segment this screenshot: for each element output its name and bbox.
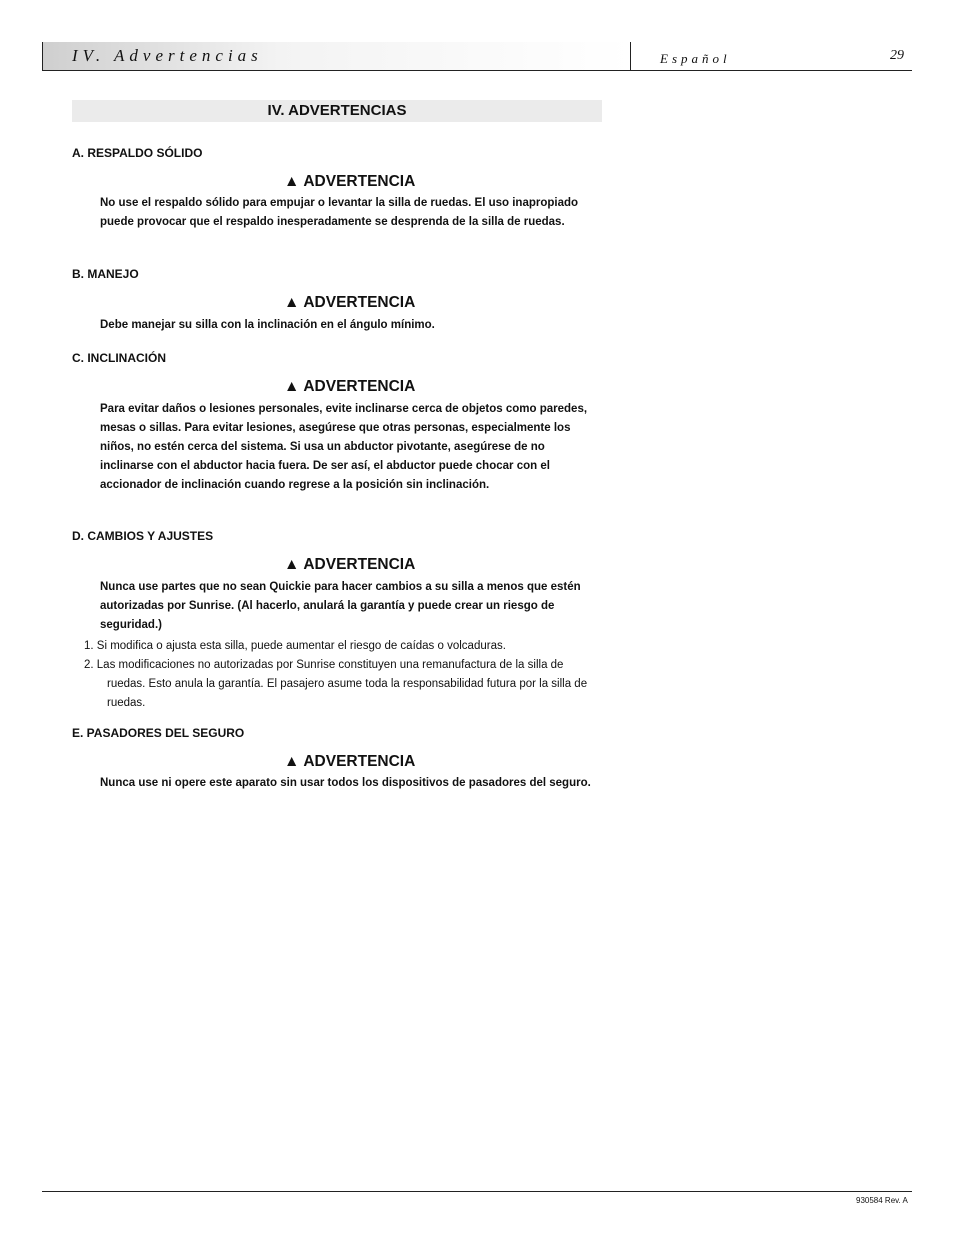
section-heading: D. CAMBIOS Y AJUSTES — [72, 529, 214, 543]
warning-text: Para evitar daños o lesiones personales, evite inclinarse cerca de objetos como paredes, mesas o sillas. Para evitar lesiones, asegúrese que otras personas, especialmente los niños, no estén cerca del sistema. Si usa un abductor pivotante, asegúrese de no inclinarse con el abductor hacia fuera. De ser así, el abductor puede chocar con el accionador de inclinación cuando regrese a la posición sin inclinación. — [100, 403, 588, 491]
page-number: 29 — [890, 48, 904, 63]
header-divider — [630, 42, 631, 70]
warning-triangle-icon: ▲ — [284, 556, 300, 573]
list-item: 2. Las modificaciones no autorizadas por Sunrise constituyen una remanufactura de la silla de ruedas. Esto anula la garantía. El pasajero asume toda la responsabilidad futura por la silla de ruedas. — [84, 659, 588, 709]
warning-triangle-icon: ▲ — [284, 753, 300, 770]
warning-triangle-icon: ▲ — [284, 378, 300, 395]
warning-title: ▲ ADVERTENCIA — [284, 173, 416, 190]
warning-text: No use el respaldo sólido para empujar o levantar la silla de ruedas. El uso inapropiado puede provocar que el respaldo inesperadamente se desprenda de la silla de ruedas. — [100, 197, 579, 228]
warning-title: ▲ ADVERTENCIA — [284, 378, 416, 395]
section-heading: B. MANEJO — [72, 267, 139, 281]
header-rule — [42, 70, 912, 71]
document-revision: 930584 Rev. A — [856, 1196, 908, 1205]
warning-title: ▲ ADVERTENCIA — [284, 753, 416, 770]
language-label: Español — [660, 51, 731, 66]
warning-triangle-icon: ▲ — [284, 173, 300, 190]
warning-title: ▲ ADVERTENCIA — [284, 294, 416, 311]
warning-title: ▲ ADVERTENCIA — [284, 556, 416, 573]
warning-text: Debe manejar su silla con la inclinación en el ángulo mínimo. — [100, 319, 435, 331]
warning-text: Nunca use partes que no sean Quickie para hacer cambios a su silla a menos que estén autorizadas por Sunrise. (Al hacerlo, anulará la garantía y puede crear un riesgo de seguridad.) — [100, 581, 581, 631]
warning-triangle-icon: ▲ — [284, 294, 300, 311]
numbered-list — [84, 637, 604, 713]
section-heading: C. INCLINACIÓN — [72, 351, 166, 365]
warning-text: Nunca use ni opere este aparato sin usar todos los dispositivos de pasadores del seguro. — [100, 777, 591, 789]
section-heading: E. PASADORES DEL SEGURO — [72, 726, 245, 740]
footer-rule — [42, 1191, 912, 1192]
list-item: 1. Si modifica o ajusta esta silla, puede aumentar el riesgo de caídas o volcaduras. — [84, 640, 506, 652]
section-banner: IV. ADVERTENCIAS — [72, 100, 602, 122]
section-heading: A. RESPALDO SÓLIDO — [72, 146, 203, 160]
chapter-title: IV. Advertencias — [72, 46, 263, 65]
